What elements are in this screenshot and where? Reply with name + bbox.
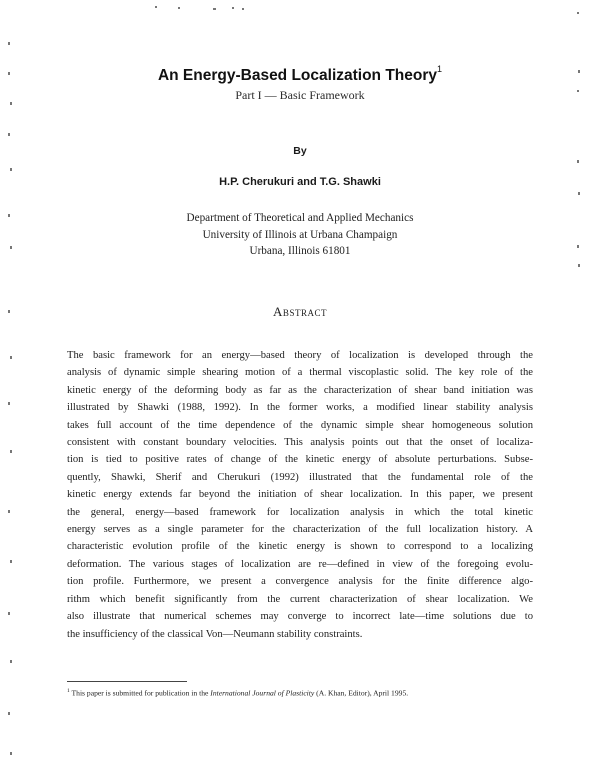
abstract-line: quently, Shawki, Sherif and Cherukuri (1992) illustrated that the fundamental role of the: [67, 471, 533, 483]
abstract-line: analysis of dynamic simple shearing motion of a thermal viscoplastic solid. The key role of the: [67, 367, 533, 379]
title-footnote-mark: 1: [437, 64, 443, 74]
affiliation-department: Department of Theoretical and Applied Mechanics: [186, 212, 414, 224]
footnote-text-after: (A. Khan, Editor), April 1995.: [314, 688, 409, 698]
affiliation-city: Urbana, Illinois 61801: [249, 245, 351, 257]
abstract-line: also illustrate that numerical schemes may converge to incorrect late—time solutions due to: [67, 611, 533, 623]
footnote-journal: International Journal of Plasticity: [210, 688, 315, 698]
abstract-line: deformation. The various stages of localization are re—defined in view of the foregoing evolu-: [67, 558, 533, 570]
abstract-line: kinetic energy of the deforming body as far as the characterization of shear band initiation was: [67, 384, 533, 396]
paper-subtitle: Part I — Basic Framework: [235, 88, 365, 102]
footnote-mark: 1: [67, 688, 70, 694]
abstract-line: The basic framework for an energy—based theory of localization is developed through the: [67, 350, 533, 361]
abstract-line: rithm which benefit significantly from the current characterization of shear localization. We: [67, 593, 533, 605]
author-names: H.P. Cherukuri and T.G. Shawki: [219, 176, 381, 188]
abstract-line: takes full account of the time dependence of the dynamic simple shear homogeneous solution: [67, 419, 533, 431]
abstract-line: the general, energy—based framework for localization analysis in which the total kinetic: [67, 506, 533, 518]
abstract-line: consistent with constant boundary velocities. This analysis points out that the onset of localiza-: [67, 437, 533, 449]
footnote-text-before: This paper is submitted for publication in the: [69, 688, 211, 698]
abstract-line: characteristic evolution profile of the kinetic energy is shown to correspond to a localizing: [67, 541, 533, 553]
abstract-line: illustrated by Shawki (1988, 1992). In the former works, a modified linear stability analysis: [67, 402, 533, 414]
title-text: An Energy-Based Localization Theory: [157, 67, 438, 85]
abstract-line: the insufficiency of the classical Von—Neumann stability constraints.: [67, 628, 363, 640]
abstract-heading: Abstract: [273, 304, 327, 319]
affiliation-university: University of Illinois at Urbana Champaign: [202, 228, 398, 241]
abstract-line: energy serves as a single parameter for the characterization of the full localization history. A: [67, 524, 533, 536]
abstract-line: tion is tied to positive rates of change of the kinetic energy of absolute perturbations. Subse-: [67, 454, 533, 466]
byline-by: By: [293, 145, 307, 157]
abstract-line: tion profile. Furthermore, we present a convergence analysis for the finite difference algo-: [67, 576, 533, 588]
abstract-line: kinetic energy extends far beyond the initiation of shear localization. In this paper, we present: [67, 489, 533, 501]
